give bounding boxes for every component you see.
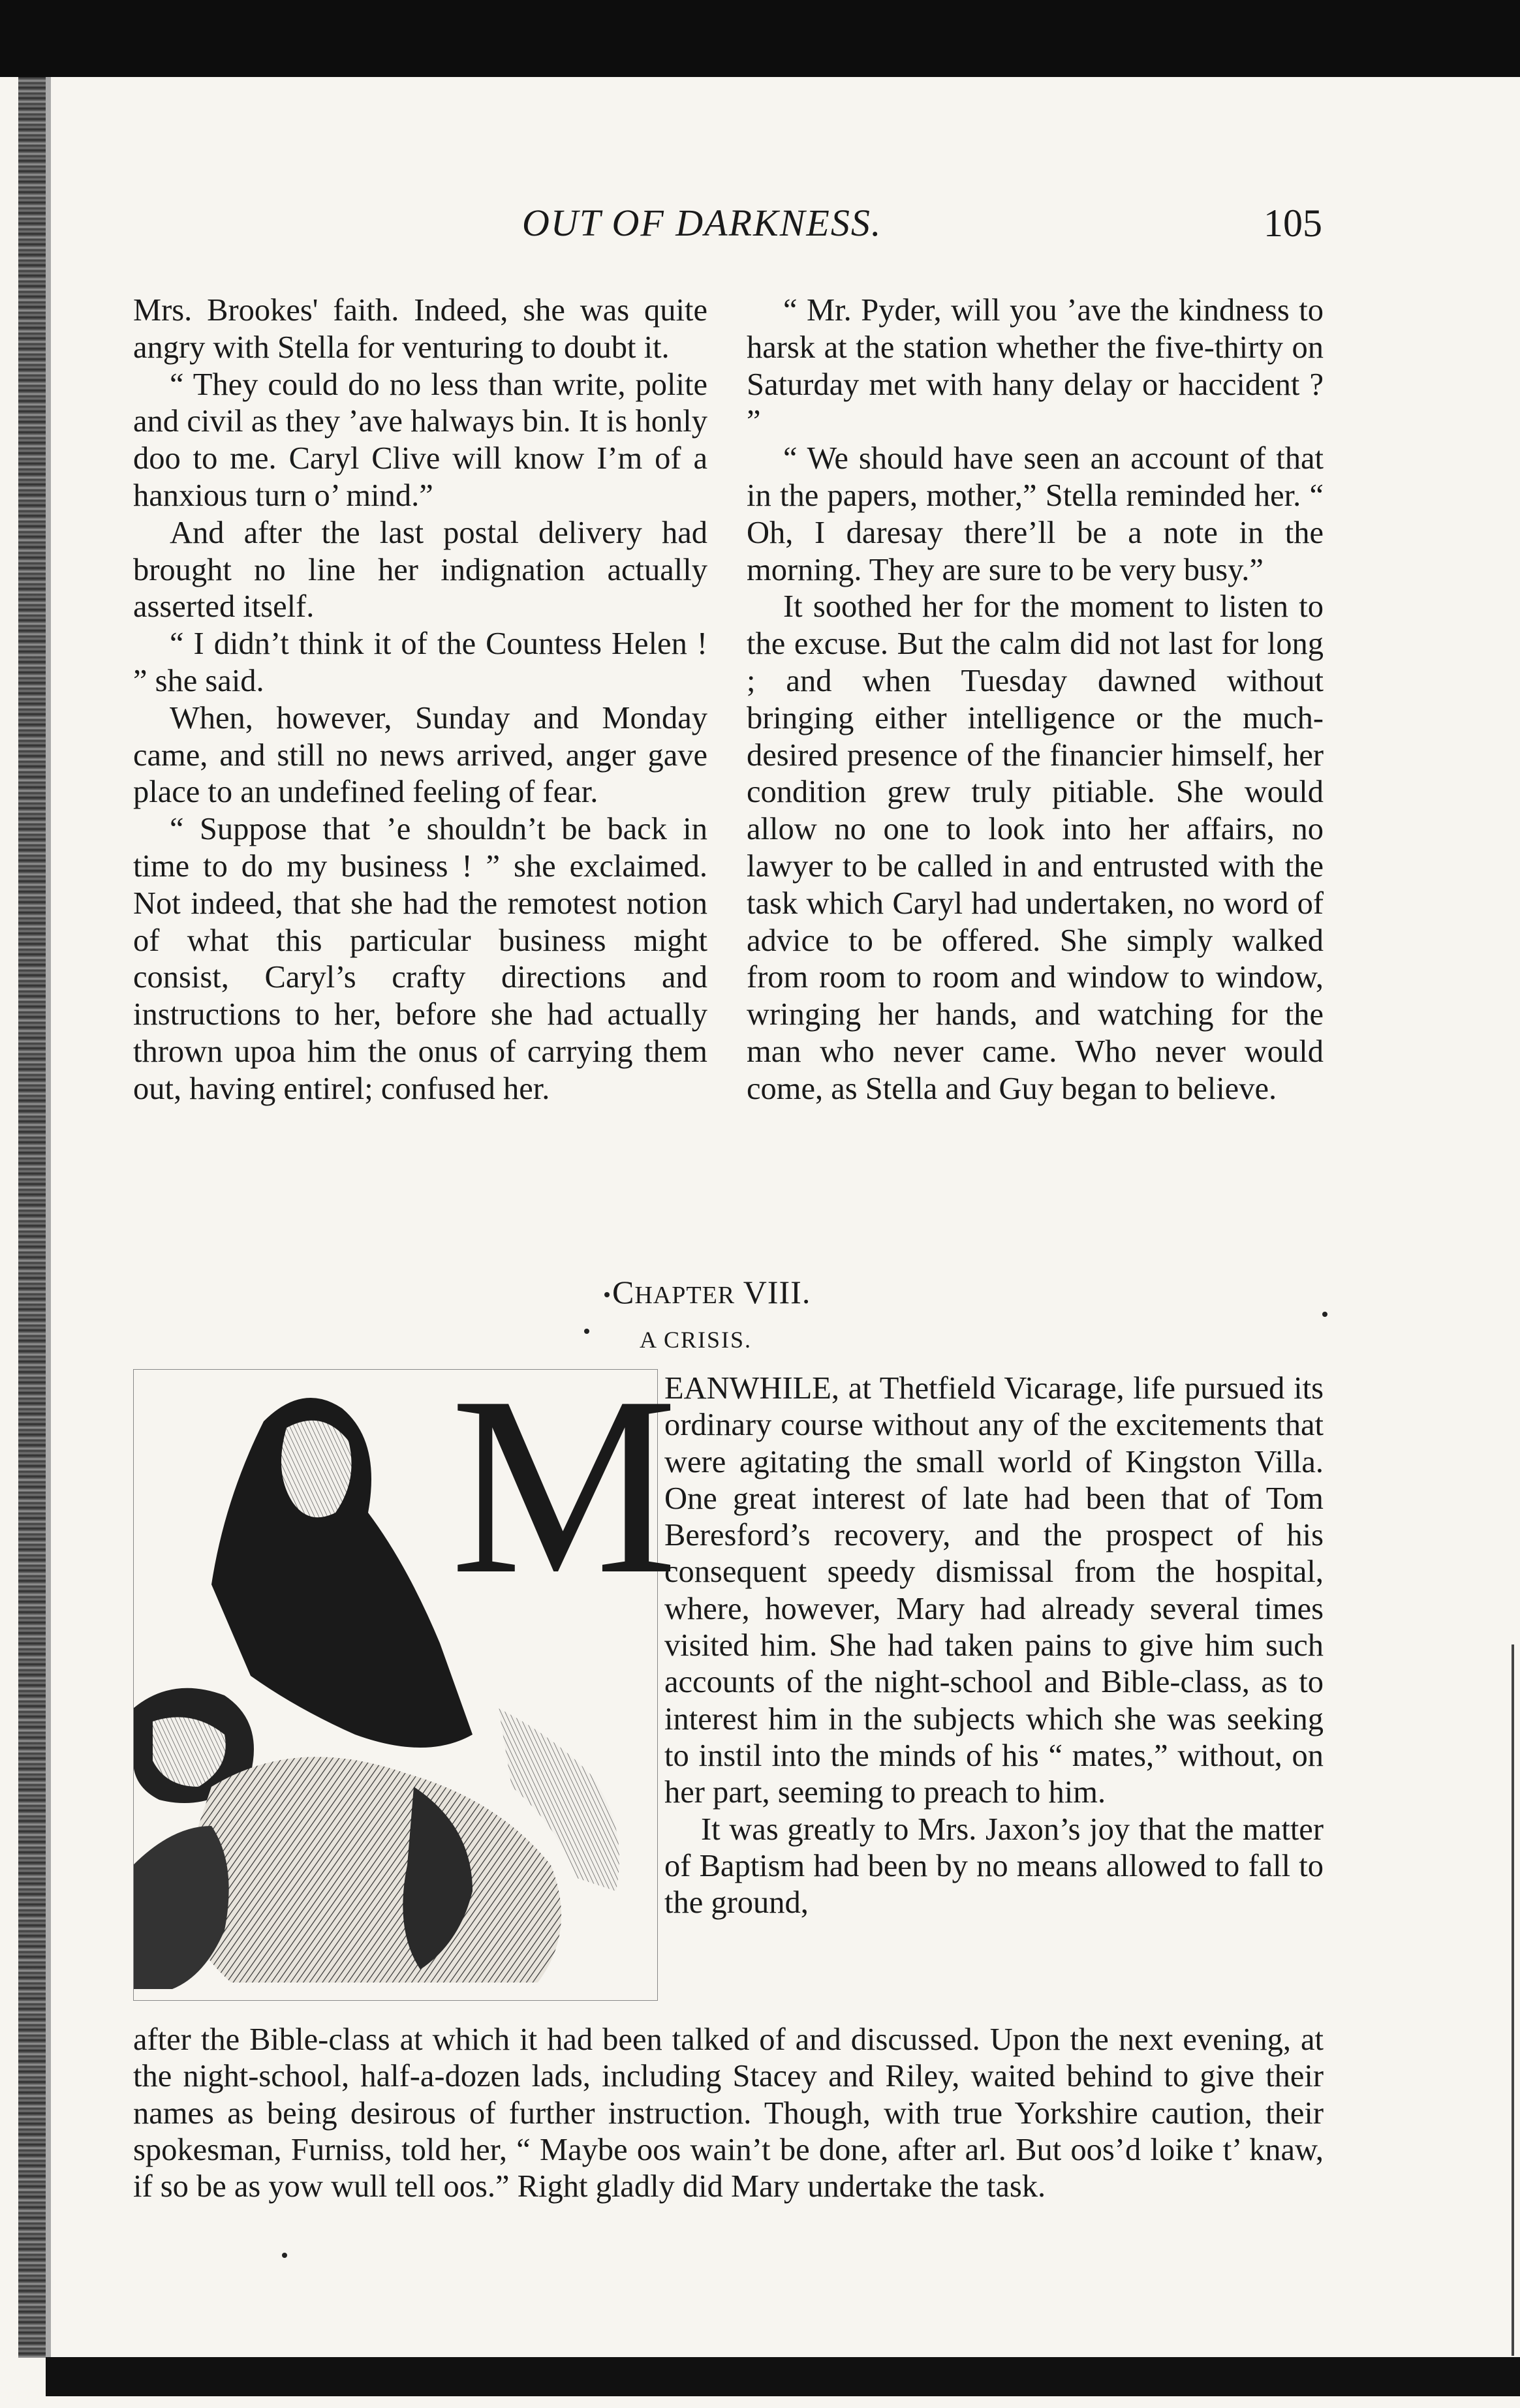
paragraph: And after the last postal delivery had brought no line her indignation actually asserted itself.	[133, 515, 707, 625]
paragraph: It soothed her for the moment to listen to the excuse. But the calm did not last for long ; and when Tuesday dawned without bringing either intelligence or the much-desired presence of the financier himself, her condition grew truly pitiable. She would allow no one to look into her affairs, no lawyer to be called in and entrusted with the task which Caryl had undertaken, no word of advice to be offered. She simply walked from room to room and window to window, wringing her hands, and watching for the man who never came. Who never would come, as Stella and Guy began to believe.	[747, 589, 1324, 1106]
right-column	[747, 292, 1324, 1108]
paragraph: “ Mr. Pyder, will you ’ave the kindness to harsk at the station whether the five-thirty on Saturday met with hany delay or haccident ? ”	[747, 293, 1324, 439]
page-number: 105	[1264, 202, 1322, 245]
paragraph: EANWHILE, at Thetfield Vicarage, life pursued its ordinary course without any of the excitements that were agitating the small world of Kingston Villa. One great interest of late had been that of Tom Beresford’s recovery, and the prospect of his consequent speedy dismissal from the hospital, where, however, Mary had already several times visited him. She had taken pains to give him such accounts of the night-school and Bible-class, as to interest him in the subjects which she was seeking to instil into the minds of his “ mates,” without, on her part, seeming to preach to him.	[664, 1371, 1324, 1810]
ink-speck	[584, 1329, 589, 1334]
scan-right-edge	[1512, 1644, 1514, 2356]
chapter-body-full-width	[133, 2022, 1324, 2205]
paragraph: When, however, Sunday and Monday came, and still no news arrived, anger gave place to an undefined feeling of fear.	[133, 700, 707, 810]
paragraph: “ We should have seen an account of that in the papers, mother,” Stella reminded her. “ Oh, I daresay there’ll be a note in the morning. They are sure to be very busy.”	[747, 441, 1324, 587]
paragraph: Mrs. Brookes' faith. Indeed, she was quite angry with Stella for venturing to doubt it.	[133, 293, 707, 365]
ink-speck	[604, 1292, 610, 1297]
chapter-word: HAPTER	[634, 1282, 736, 1309]
paragraph-continuation: after the Bible-class at which it had been talked of and discussed. Upon the next evening, at the night-school, half-a-dozen lads, including Stacey and Riley, waited behind to give their names as being desirous of further instruction. Though, with true Yorkshire caution, their spokesman, Furniss, told her, “ Maybe oos wain’t be done, after arl. But oos’d loike t’ knaw, if so be as yow wull tell oos.” Right gladly did Mary undertake the task.	[133, 2022, 1324, 2204]
chapter-prefix: C	[612, 1274, 635, 1310]
running-head: OUT OF DARKNESS.	[522, 202, 882, 244]
paragraph: It was greatly to Mrs. Jaxon’s joy that the matter of Baptism had been by no means allowed to fall to the ground,	[664, 1812, 1324, 1921]
chapter-subtitle: A CRISIS.	[640, 1327, 752, 1353]
chapter-body-wrapped	[664, 1370, 1324, 1921]
chapter-numeral: VIII.	[743, 1274, 811, 1310]
paragraph: “ I didn’t think it of the Countess Helen ! ” she said.	[133, 626, 707, 698]
scan-left-edge-highlight	[46, 77, 51, 2358]
left-column	[133, 292, 707, 1108]
scan-top-border	[0, 0, 1520, 77]
paragraph: “ Suppose that ’e shouldn’t be back in time to do my business ! ” she exclaimed. Not indeed, that she had the remotest notion of what this particular business might consist, Caryl’s crafty directions and instructions to her, before she had actually thrown upoa him the onus of carrying them out, having entirel; confused her.	[133, 812, 707, 1106]
scan-left-edge	[18, 77, 46, 2358]
drop-cap: M	[450, 1344, 678, 1627]
ink-speck	[1322, 1312, 1327, 1317]
ink-speck	[282, 2253, 287, 2258]
chapter-heading	[612, 1273, 811, 1311]
paragraph: “ They could do no less than write, polite and civil as they ’ave halways bin. It is honly doo to me. Caryl Clive will know I’m of a hanxious turn o’ mind.”	[133, 367, 707, 513]
scan-bottom-border	[46, 2357, 1520, 2396]
